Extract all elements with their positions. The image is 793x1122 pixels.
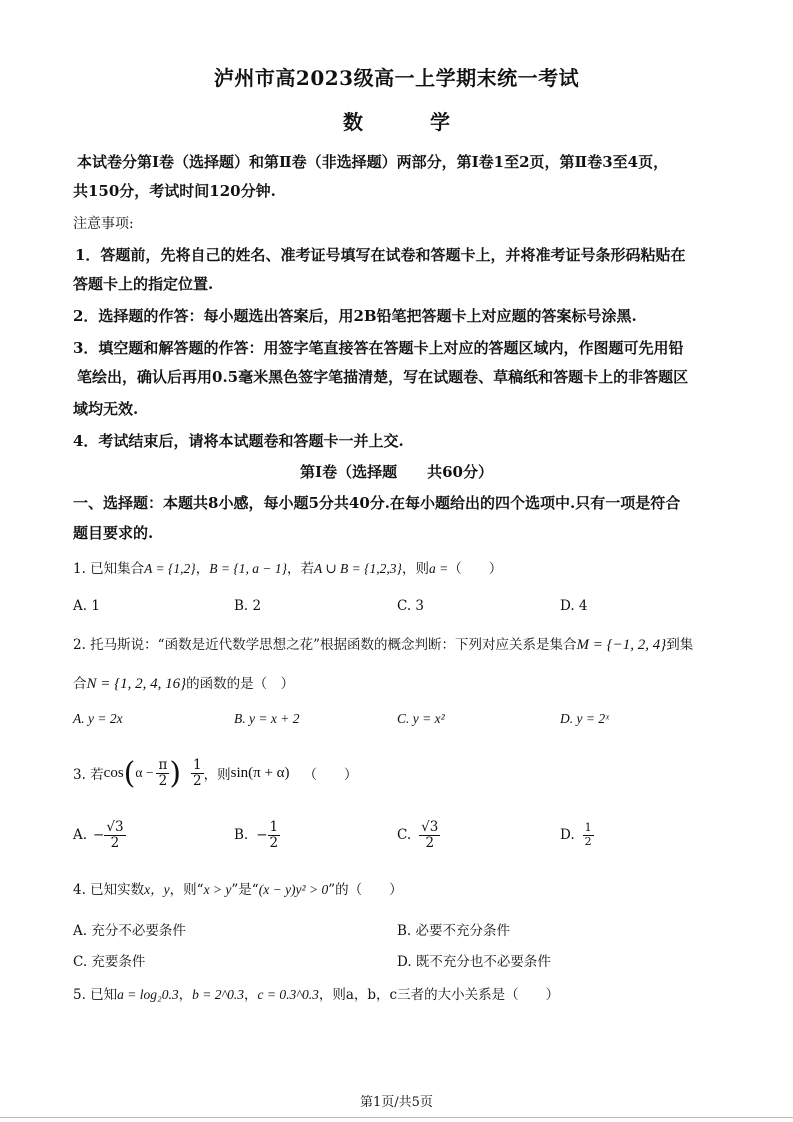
q3-option-a-fraction: $\frac{√3}{2}$ <box>106 818 124 851</box>
q1-set-a: A = {1,2} <box>144 561 196 576</box>
question-2-line-2 <box>73 672 294 693</box>
page-number: 第1页/共5页 <box>360 1095 433 1110</box>
q1-option-b: B. 2 <box>234 598 262 614</box>
q3-text-a: 3. 若 <box>73 767 104 783</box>
q5-a: a = log₂0.3 <box>117 987 179 1002</box>
q3-text-b: ，则 <box>203 767 231 783</box>
q3-option-b: B. − $\frac{1}{2}$ <box>234 818 279 851</box>
q1-option-d: D. 4 <box>560 598 588 614</box>
q5-text-b: ，则a，b，c三者的大小关系是（ ） <box>318 987 560 1003</box>
q4-option-c: C. 充要条件 <box>73 954 146 970</box>
q4-option-d: D. 既不充分也不必要条件 <box>397 954 551 970</box>
intro-line-2: 共150分，考试时间120分钟. <box>73 182 276 200</box>
section-intro-a: 一、选择题：本题共8小感，每小题5分共40分.在每小题给出的四个选项中.只有一项是符合 <box>73 494 681 512</box>
question-5 <box>73 983 559 1003</box>
q3-cos: cos <box>103 764 124 781</box>
q4-option-a: A. 充分不必要条件 <box>73 923 186 939</box>
q3-option-c: C. $\frac{√3}{2}$ <box>397 818 439 851</box>
note-3c: 域均无效. <box>73 400 139 418</box>
q2-text-b: 到集 <box>666 637 694 653</box>
q3-option-d: D. $\frac{1}{2}$ <box>560 821 592 848</box>
q2-option-a: A. y = 2x <box>73 711 123 726</box>
q2-set-n: N = {1, 2, 4, 16} <box>86 676 187 692</box>
q2-text-d: 的函数的是（ ） <box>186 676 295 692</box>
q1-text-b: ，若 <box>286 561 314 577</box>
q3-left-paren: ( <box>123 755 136 791</box>
q4-cond-2: (x − y)y² > 0 <box>258 882 329 897</box>
q5-sep-2: ， <box>244 987 258 1003</box>
note-1a: 1．答题前，先将自己的姓名、准考证号填写在试卷和答题卡上，并将准考证号条形码粘贴在 <box>75 246 686 264</box>
q2-option-b: B. y = x + 2 <box>234 711 300 726</box>
q1-union: A ∪ B = {1,2,3} <box>313 561 402 576</box>
q4-vars: x，y <box>144 882 170 897</box>
note-3b: 笔绘出，确认后再用0.5毫米黑色签字笔描清楚，写在试题卷、草稿纸和答题卡上的非答题区 <box>77 368 689 386</box>
note-2: 2．选择题的作答：每小题选出答案后，用2B铅笔把答题卡上对应题的答案标号涂黑. <box>73 307 637 325</box>
q5-b: b = 2^0.3 <box>192 987 245 1002</box>
subject-title: 数 学 <box>343 110 450 134</box>
q3-pi-over-two: $\frac{\pi}{2}$ <box>158 756 168 789</box>
q4-text-c: ”是“ <box>231 882 259 898</box>
intro-line-1: 本试卷分第Ⅰ卷（选择题）和第Ⅱ卷（非选择题）两部分，第Ⅰ卷1至2页，第Ⅱ卷3至4页， <box>77 153 669 171</box>
section-intro-b: 题目要求的. <box>73 524 154 542</box>
q3-option-d-fraction: $\frac{1}{2}$ <box>584 821 592 848</box>
q3-right-paren: ) <box>169 755 182 791</box>
q2-set-m: M = {−1, 2, 4} <box>576 637 667 653</box>
q3-option-b-fraction: $\frac{1}{2}$ <box>269 818 279 851</box>
q3-sin: sin(π + α) <box>230 764 290 781</box>
q1-option-a: A. 1 <box>73 598 100 614</box>
q1-set-b: B = {1, a − 1} <box>209 561 287 576</box>
footer-divider <box>0 1117 793 1118</box>
question-3 <box>73 753 358 793</box>
section-heading: 第Ⅰ卷（选择题 共60分） <box>300 463 493 481</box>
q2-option-c: C. y = x² <box>397 711 445 726</box>
q4-text-d: ”的（ ） <box>328 882 403 898</box>
note-4: 4．考试结束后，请将本试题卷和答题卡一并上交. <box>73 432 404 450</box>
q4-option-b: B. 必要不充分条件 <box>397 923 511 939</box>
q1-paren: （ ） <box>448 561 503 577</box>
q3-option-c-fraction: $\frac{√3}{2}$ <box>421 818 439 851</box>
question-4 <box>73 878 403 898</box>
q1-option-c: C. 3 <box>397 598 425 614</box>
notes-heading: 注意事项: <box>73 216 134 232</box>
q3-option-a: A. − $\frac{√3}{2}$ <box>73 818 124 851</box>
exam-title: 泸州市高2023级高一上学期末统一考试 <box>213 66 580 90</box>
q5-text-a: 5. 已知 <box>73 987 118 1003</box>
q3-alpha: α − <box>135 765 154 780</box>
q3-rhs-fraction: $\frac{1}{2}$ <box>193 756 202 789</box>
q1-text-c: ，则 <box>401 561 429 577</box>
note-1b: 答题卡上的指定位置. <box>73 275 214 293</box>
q2-option-d: D. y = 2ˣ <box>560 711 609 726</box>
q3-paren: （ ） <box>303 767 358 783</box>
q2-text-a: 2. 托马斯说：“函数是近代数学思想之花”根据函数的概念判断：下列对应关系是集合 <box>73 637 577 653</box>
q1-text-a: 1. 已知集合 <box>73 561 145 577</box>
q4-cond-1: x > y <box>203 882 232 897</box>
q5-sep-1: ， <box>178 987 193 1003</box>
question-1 <box>73 557 502 577</box>
q5-c: c = 0.3^0.3 <box>257 987 319 1002</box>
note-3a: 3．填空题和解答题的作答：用签字笔直接答在答题卡上对应的答题区域内，作图题可先用铅 <box>73 339 684 357</box>
q1-var: a = <box>428 561 449 576</box>
q4-text-b: ，则“ <box>169 882 204 898</box>
q2-text-c: 合 <box>73 676 87 692</box>
q4-text-a: 4. 已知实数 <box>73 882 145 898</box>
question-2-line-1 <box>73 633 693 654</box>
q1-sep: ， <box>195 561 210 577</box>
